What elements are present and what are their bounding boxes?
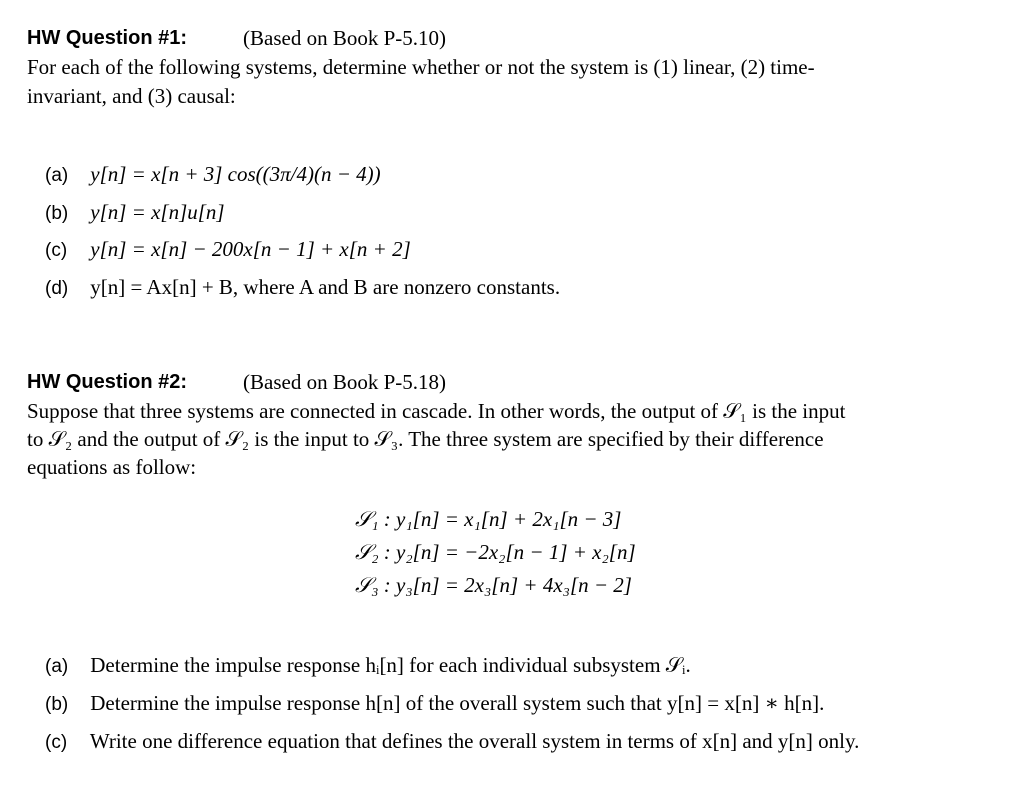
q2-source: (Based on Book P-5.18): [243, 370, 446, 394]
q1-item-c-label: (c): [45, 240, 68, 261]
q2-item-b-text: Determine the impulse response h[n] of the overall system such that y[n] = x[n] ∗ h[n].: [90, 691, 825, 715]
q2-intro-line2: to 𝒮₂ and the output of 𝒮₂ is the input to 𝒮₃. The three system are specified by their difference: [27, 427, 824, 451]
q1-source: (Based on Book P-5.10): [243, 26, 446, 50]
q2-intro-line3: equations as follow:: [27, 455, 197, 479]
q1-item-a-label: (a): [45, 165, 69, 186]
q1-item-d-label: (d): [45, 278, 69, 299]
q2-item-c: [45, 726, 859, 758]
q2-equation-s1: 𝒮₁ : y₁[n] = x₁[n] + 2x₁[n − 3]: [355, 507, 622, 531]
q1-item-c: [45, 234, 411, 266]
q2-equation-s2: 𝒮₂ : y₂[n] = −2x₂[n − 1] + x₂[n]: [355, 540, 636, 564]
q2-item-c-text: Write one difference equation that defines the overall system in terms of x[n] and y[n] only.: [89, 729, 860, 753]
q1-item-d-text: y[n] = Ax[n] + B, where A and B are nonzero constants.: [90, 275, 561, 299]
q2-item-c-label: (c): [45, 732, 68, 753]
q2-item-a: [45, 650, 691, 682]
q1-item-b: [45, 197, 225, 229]
q2-item-a-text: Determine the impulse response hᵢ[n] for each individual subsystem 𝒮ᵢ.: [90, 653, 691, 677]
q2-item-b: [45, 688, 824, 720]
q1-intro-line2: invariant, and (3) causal:: [27, 84, 236, 108]
q2-title: HW Question #2:: [27, 371, 188, 393]
q1-intro-line1: For each of the following systems, determine whether or not the system is (1) linear, (2) time-: [27, 55, 815, 79]
q1-item-b-label: (b): [45, 203, 69, 224]
q1-item-a-text: y[n] = x[n + 3] cos((3π/4)(n − 4)): [90, 162, 381, 186]
q1-item-c-text: y[n] = x[n] − 200x[n − 1] + x[n + 2]: [90, 237, 411, 261]
q2-item-a-label: (a): [45, 656, 69, 677]
q1-item-d: [45, 272, 560, 304]
q1-item-a: [45, 159, 381, 191]
q1-title: HW Question #1:: [27, 27, 188, 49]
q2-item-b-label: (b): [45, 694, 69, 715]
q1-item-b-text: y[n] = x[n]u[n]: [90, 200, 225, 224]
q2-intro-line1: Suppose that three systems are connected in cascade. In other words, the output of 𝒮₁ is the input: [27, 399, 846, 423]
q2-equation-s3: 𝒮₃ : y₃[n] = 2x₃[n] + 4x₃[n − 2]: [355, 573, 632, 597]
